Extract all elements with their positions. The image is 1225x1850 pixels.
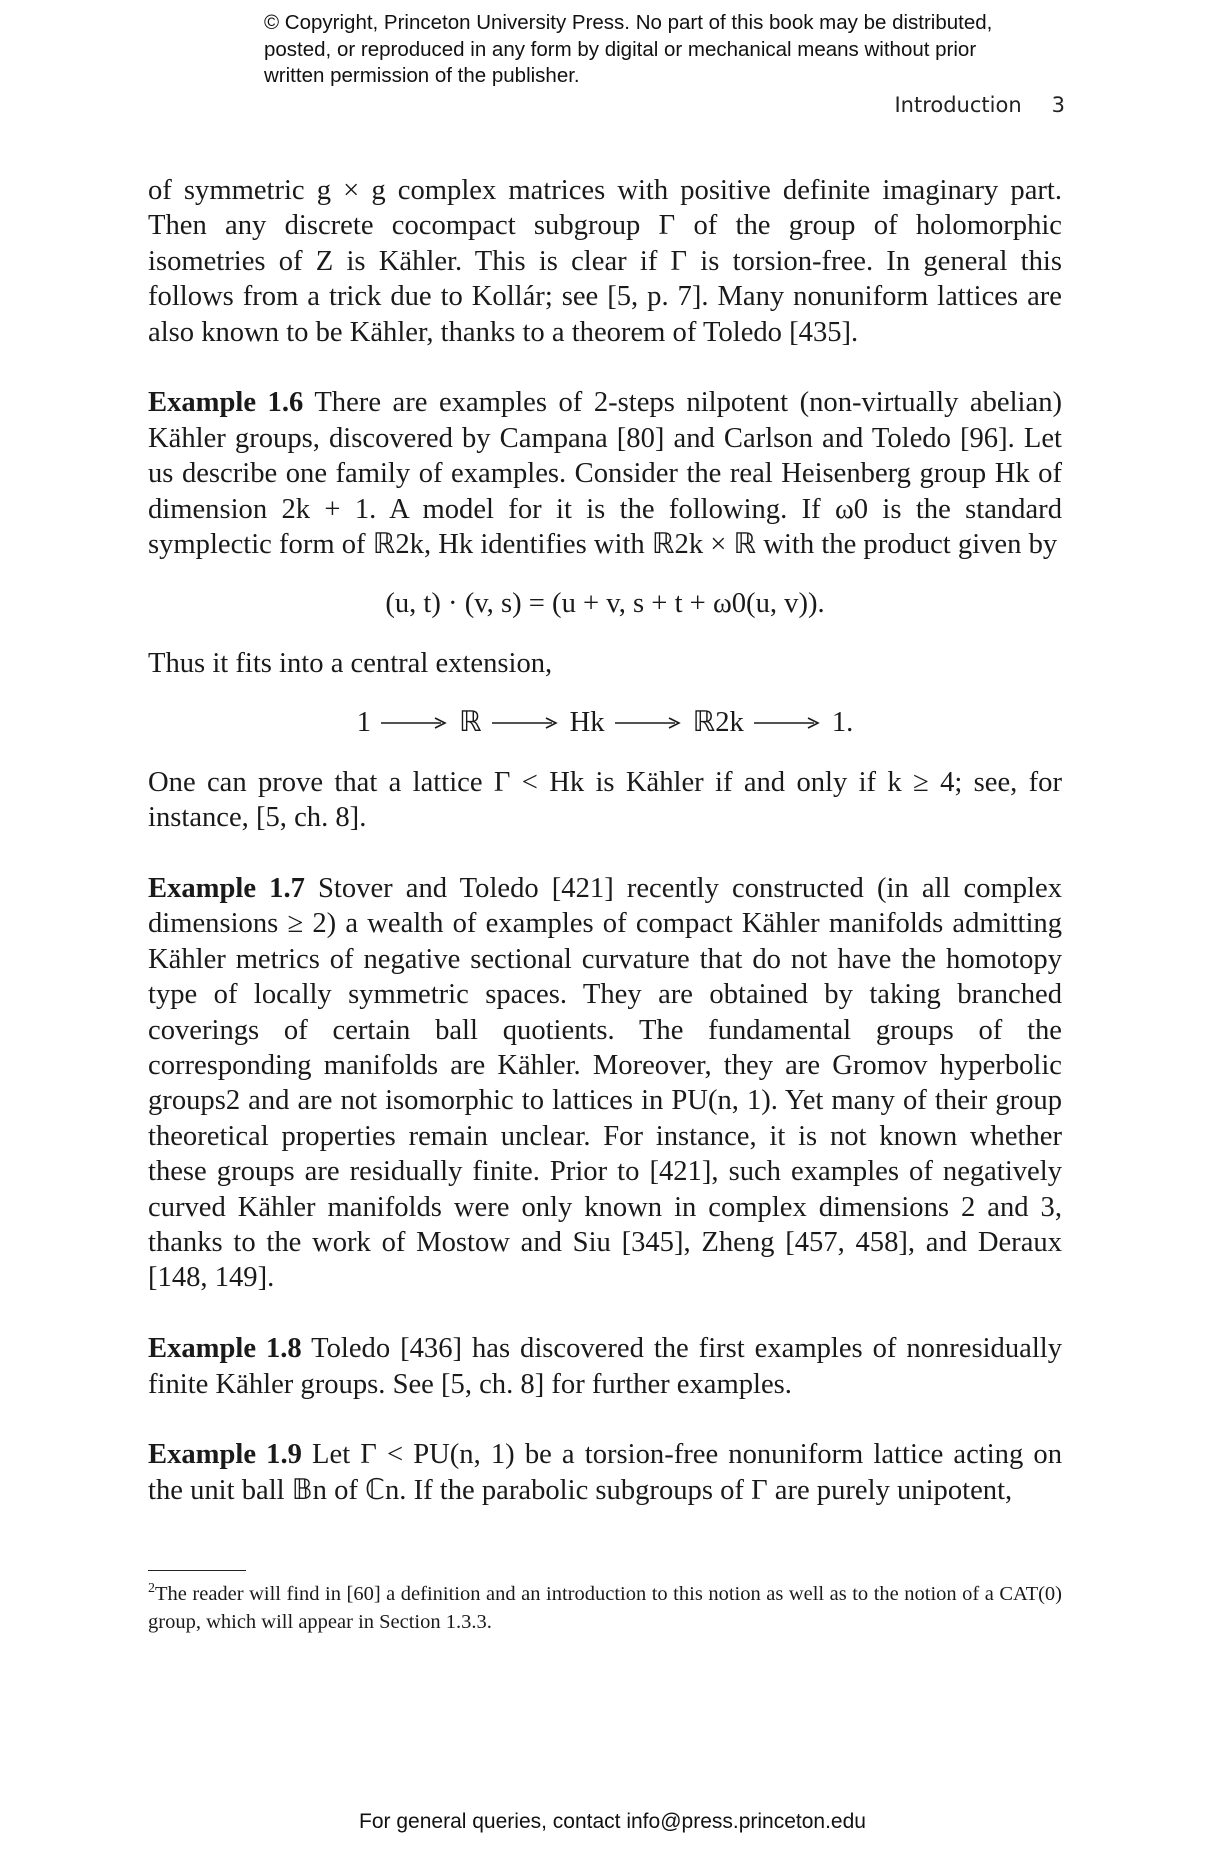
arrow-icon bbox=[381, 716, 449, 730]
example-1-9-text: Let Γ < PU(n, 1) be a torsion-free nonuniform lattice acting on the unit ball 𝔹n of ℂn. If the parabolic subgroups of Γ are purely unipotent, bbox=[148, 1439, 1062, 1506]
arrow-icon bbox=[615, 716, 683, 730]
footer-contact: For general queries, contact info@press.princeton.edu bbox=[359, 1810, 866, 1833]
example-1-6-text: There are examples of 2-steps nilpotent (non-virtually abelian) Kähler groups, discovered by Campana [80] and Carlson and Toledo [96]. Let us describe one family of examples. Consider the real Heisenberg group Hk of dimension 2k + 1. A model for it is the following. If ω0 is the standard symplectic form of ℝ2k, Hk identifies with ℝ2k × ℝ with the product given by bbox=[148, 387, 1063, 561]
page-number: 3 bbox=[1051, 93, 1065, 117]
footnote-text: The reader will find in [60] a definition and an introduction to this notion as well as to the notion of a CAT(0) group, which will appear in Section 1.3.3. bbox=[148, 1583, 1062, 1633]
sequence-term-5: 1. bbox=[831, 707, 854, 739]
section-title: Introduction bbox=[894, 93, 1022, 117]
running-head bbox=[894, 93, 1065, 117]
exact-sequence bbox=[148, 705, 1062, 740]
example-1-9 bbox=[148, 1437, 1062, 1508]
sequence-term-1: 1 bbox=[356, 707, 371, 739]
paragraph-1-text: of symmetric g × g complex matrices with positive definite imaginary part. Then any discrete cocompact subgroup Γ of the group of holomorphic isometries of Z is Kähler. This is clear if Γ is torsion-free. In general this follows from a trick due to Kollár; see [5, p. 7]. Many nonuniform lattices are also known to be Kähler, thanks to a theorem of Toledo [435]. bbox=[148, 175, 1062, 348]
example-1-7-text: Stover and Toledo [421] recently constructed (in all complex dimensions ≥ 2) a wealth of examples of compact Kähler manifolds admitting Kähler metrics of negative sectional curvature that do not have the homotopy type of locally symmetric spaces. They are obtained by taking branched coverings of certain ball quotients. The fundamental groups of the corresponding manifolds are Kähler. Moreover, they are Gromov hyperbolic groups2 and are not isomorphic to lattices in PU(n, 1). Yet many of their group theoretical properties remain unclear. For instance, it is not known whether these groups are residually finite. Prior to [421], such examples of negatively curved Kähler manifolds were only known in complex dimensions 2 and 3, thanks to the work of Mostow and Siu [345], Zheng [457, 458], and Deraux [148, 149]. bbox=[148, 872, 1062, 1294]
main-text bbox=[148, 173, 1062, 1508]
footnote-rule bbox=[148, 1570, 246, 1571]
footnote bbox=[148, 1580, 1062, 1636]
sequence-term-3: Hk bbox=[569, 707, 605, 739]
sequence-term-4: ℝ2k bbox=[692, 707, 744, 739]
example-1-7 bbox=[148, 871, 1062, 1296]
example-1-8-text: Toledo [436] has discovered the first examples of nonresidually finite Kähler groups. See [5, ch. 8] for further examples. bbox=[148, 1333, 1063, 1400]
example-1-9-label: Example 1.9 bbox=[148, 1439, 302, 1471]
copyright-notice: © Copyright, Princeton University Press. No part of this book may be distributed, posted, or reproduced in any form by digital or mechanical means without prior written permission of the publisher. bbox=[264, 11, 993, 87]
sequence-term-2: ℝ bbox=[458, 707, 482, 739]
product-formula: (u, t) · (v, s) = (u + v, s + t + ω0(u, v)). bbox=[385, 588, 825, 620]
paragraph-1 bbox=[148, 173, 1062, 350]
example-1-8-label: Example 1.8 bbox=[148, 1333, 302, 1365]
footnote-marker: 2 bbox=[148, 1581, 155, 1597]
lattice-paragraph: One can prove that a lattice Γ < Hk is Kähler if and only if k ≥ 4; see, for instance, [5, ch. 8]. bbox=[148, 766, 1062, 834]
example-1-7-label: Example 1.7 bbox=[148, 872, 305, 904]
arrow-icon bbox=[754, 716, 822, 730]
example-1-6-label: Example 1.6 bbox=[148, 387, 304, 419]
arrow-icon bbox=[492, 716, 560, 730]
example-1-8 bbox=[148, 1331, 1062, 1402]
central-extension-text: Thus it fits into a central extension, bbox=[148, 647, 553, 679]
example-1-6 bbox=[148, 385, 1062, 562]
